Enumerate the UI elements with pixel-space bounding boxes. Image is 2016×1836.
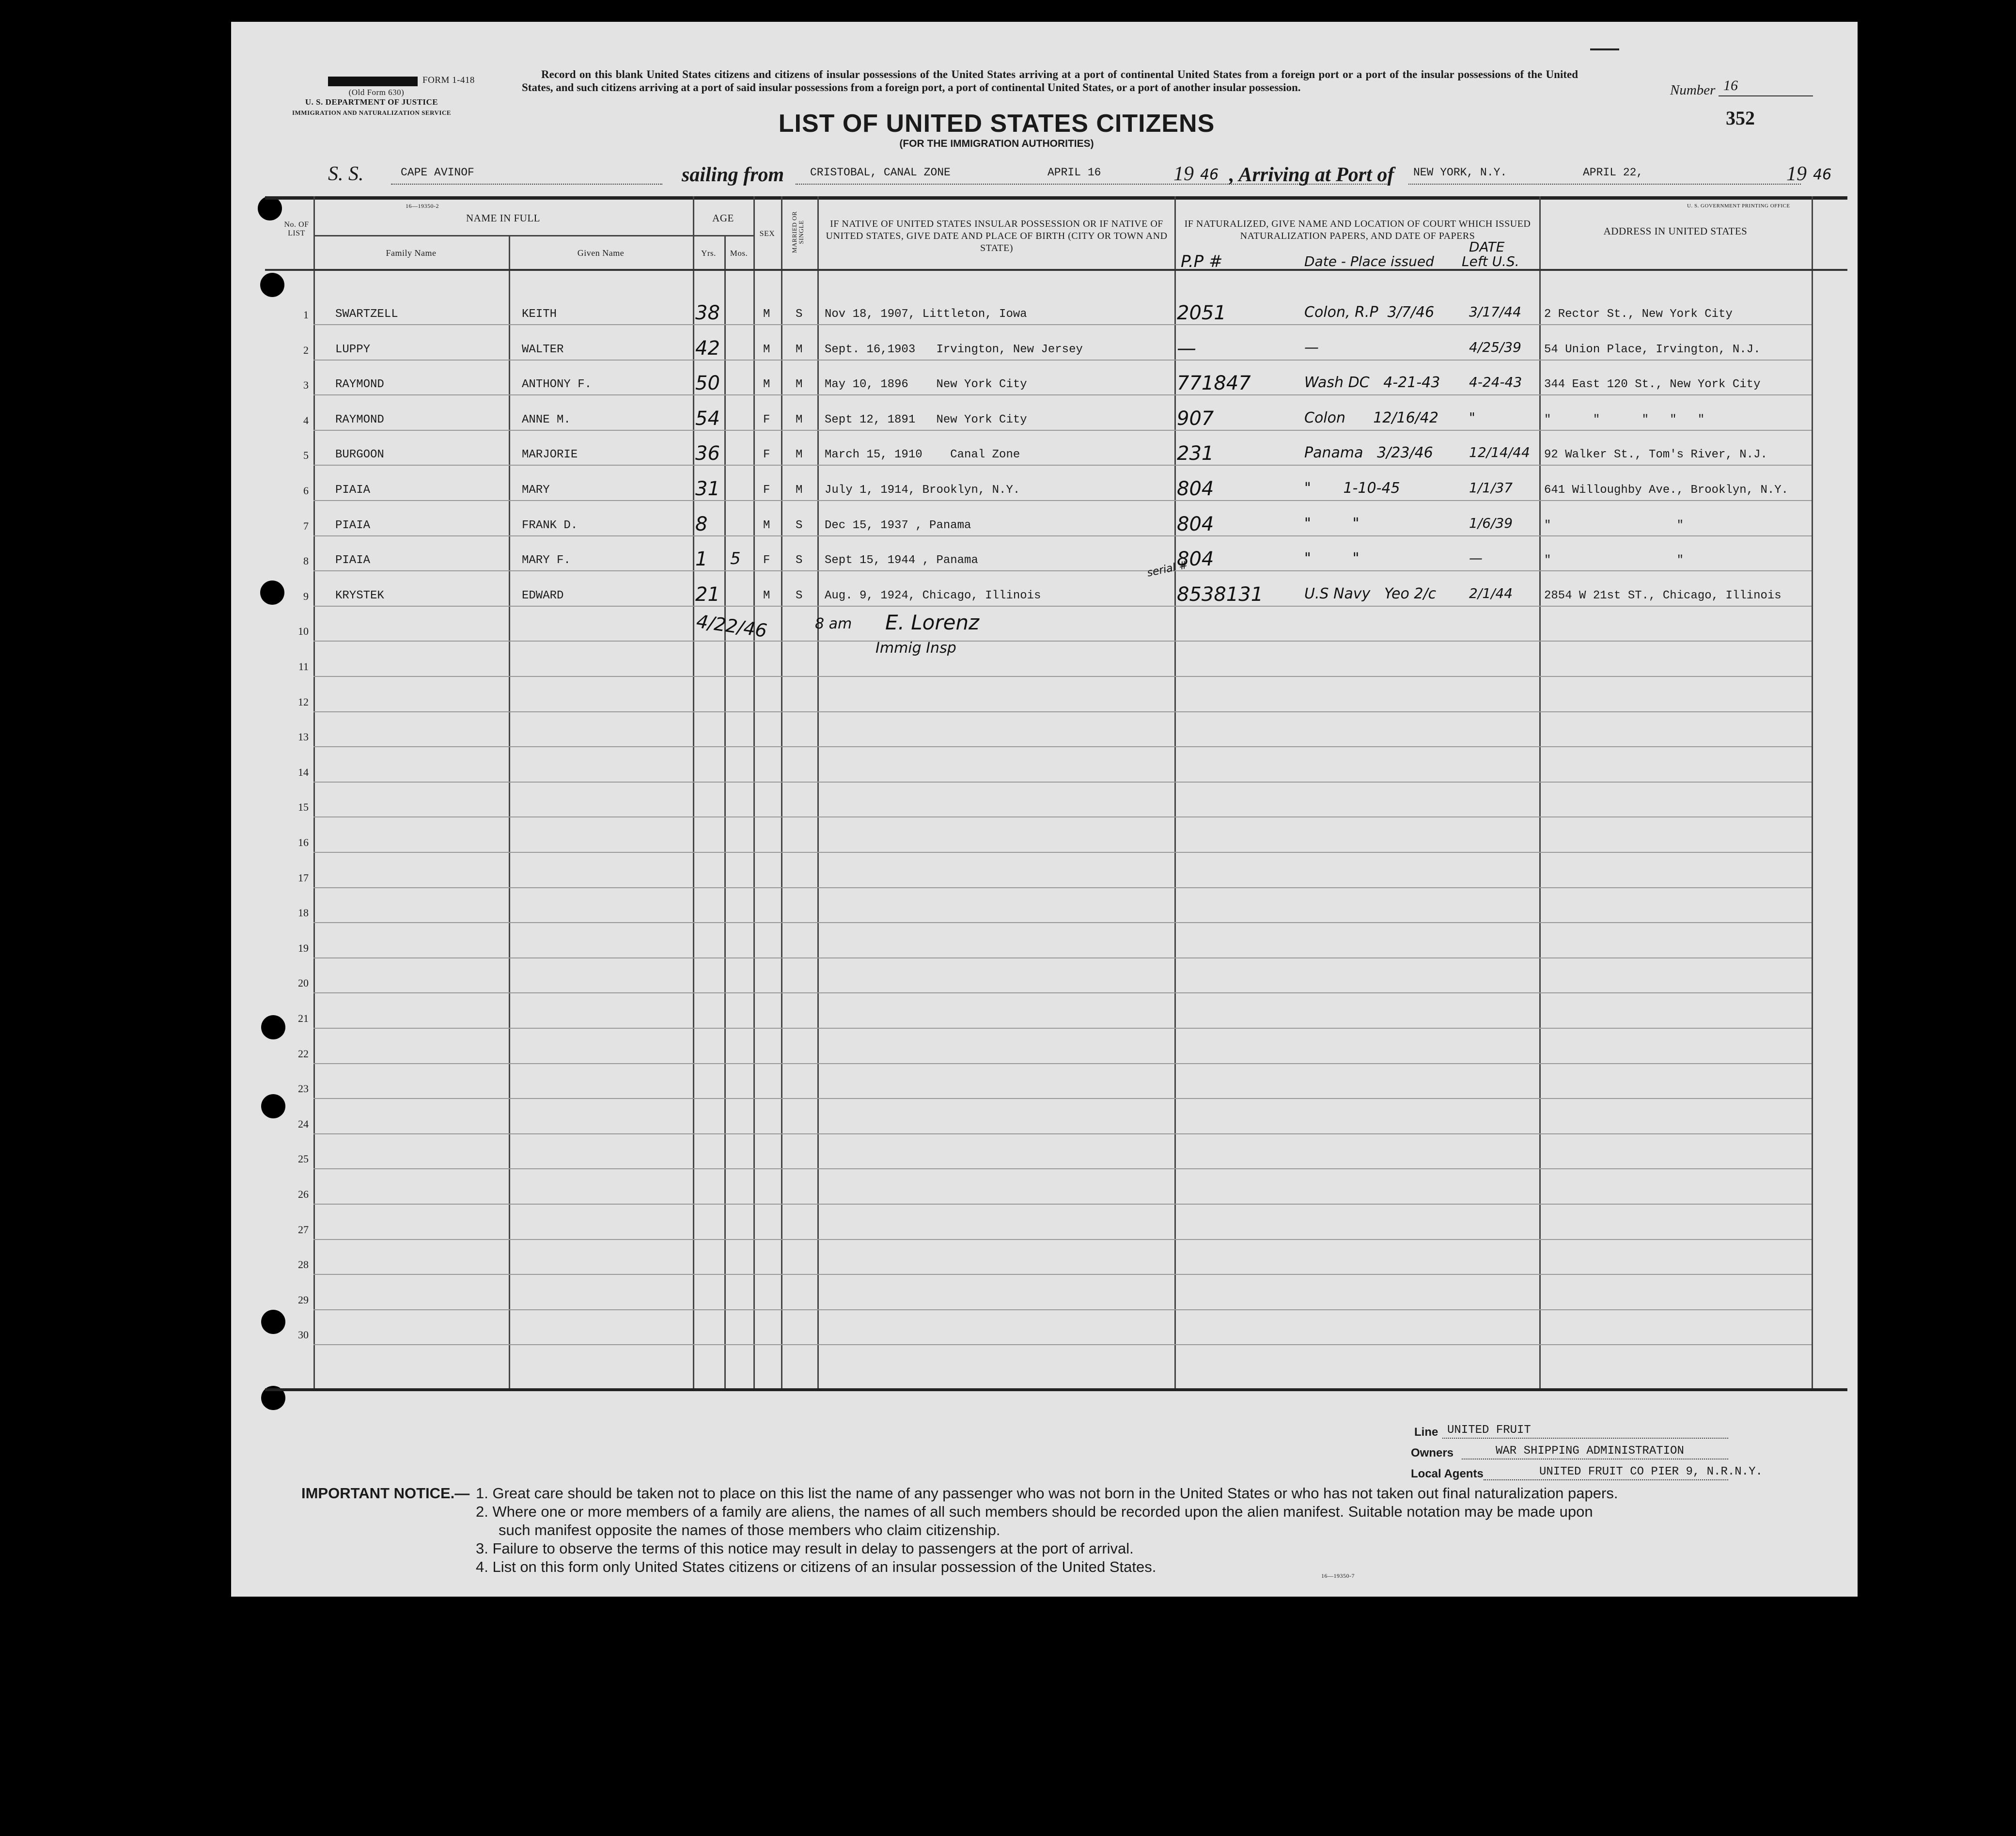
age-months-cell: 5 [730,549,741,569]
arrival-port: NEW YORK, N.Y. [1413,166,1507,179]
passport-number-cell: 2051 [1177,302,1226,324]
passport-issued-cell: " 1-10-45 [1304,480,1400,497]
row-number: 30 [298,1329,309,1341]
row-rule [313,957,1812,958]
line-value: UNITED FRUIT [1447,1424,1531,1437]
row-rule [313,1028,1812,1029]
passport-number-cell: — [1177,337,1196,360]
given-name-cell: EDWARD [522,589,564,602]
col-divider [1812,196,1813,1388]
row-rule [313,394,1812,395]
date-left-us-cell: — [1469,550,1483,566]
birth-cell: Sept. 16,1903 Irvington, New Jersey [825,343,1083,356]
row-rule [313,852,1812,853]
year-prefix-1: 19 [1173,163,1194,185]
hand-date-note: DATE [1469,239,1505,255]
passport-number-cell: 771847 [1177,372,1251,395]
small-code-footer: 16—19350-7 [1321,1572,1355,1579]
notice-title: IMPORTANT NOTICE.— [301,1485,470,1502]
header-birth: IF NATIVE OF UNITED STATES INSULAR POSSESSION OR IF NATIVE OF UNITED STATES, GIVE DATE AND PLACE OF BIRTH (CITY OR TOWN AND STATE) [826,219,1168,253]
row-number: 22 [298,1047,309,1060]
sex-cell: M [763,518,770,532]
passport-number-cell: 231 [1177,442,1214,465]
row-number: 25 [298,1153,309,1165]
header-yrs: Yrs. [701,249,716,258]
serial-note: serial # [1146,559,1189,580]
passport-issued-cell: " " [1304,550,1360,567]
date-left-us-cell: 1/1/37 [1469,480,1513,496]
row-rule [313,500,1812,501]
row-number: 13 [298,731,309,743]
sex-cell: F [763,413,770,426]
sex-cell: M [763,308,770,321]
row-rule [313,570,1812,571]
row-number: 23 [298,1083,309,1095]
sailing-port: CRISTOBAL, CANAL ZONE [810,166,951,179]
number-value: 16 [1723,78,1738,94]
row-rule [313,606,1812,607]
sex-cell: F [763,448,770,462]
line-label: Line [1414,1426,1438,1439]
row-rule [313,465,1812,466]
row-number: 29 [298,1293,309,1306]
marital-status-cell: M [796,378,803,392]
marital-status-cell: M [796,413,803,426]
date-left-us-cell: 12/14/44 [1469,444,1530,461]
passport-issued-cell: Colon 12/16/42 [1304,409,1438,426]
inspector-signature: E. Lorenz [885,611,980,634]
given-name-cell: ANNE M. [522,413,571,426]
header-sex: SEX [759,230,775,238]
family-name-cell: RAYMOND [335,413,384,426]
row-rule [313,535,1812,536]
row-number: 1 [303,309,309,321]
year-prefix-2: 19 [1786,163,1807,185]
family-name-cell: BURGOON [335,448,384,462]
notice-1: 1. Great care should be taken not to place on this list the name of any passenger who was not born in the United States or who has not taken out final naturalization papers. [476,1485,1618,1502]
row-number: 2 [303,344,309,356]
row-number: 20 [298,977,309,989]
punch-hole [260,273,284,297]
passport-issued-cell: Colon, R.P 3/7/46 [1304,304,1435,321]
row-rule [313,1168,1812,1169]
passport-number-cell: 804 [1177,548,1214,571]
address-cell: 2854 W 21st ST., Chicago, Illinois [1544,589,1782,602]
age-years-cell: 42 [695,337,720,360]
col-divider [1539,196,1541,1388]
row-rule [313,1344,1812,1345]
row-rule [313,1239,1812,1240]
form-code: FORM 1-418 [422,75,475,85]
birth-cell: May 10, 1896 New York City [825,378,1027,392]
punch-hole [261,1094,285,1118]
ss-label: S. S. [328,163,364,185]
passport-issued-cell: U.S Navy Yeo 2/c [1304,585,1437,602]
passport-issued-cell: Wash DC 4-21-43 [1304,374,1440,392]
ship-name: CAPE AVINOF [401,166,474,179]
row-number: 9 [303,590,309,602]
table-top-rule [265,196,1847,200]
row-number: 10 [298,625,309,638]
marital-status-cell: S [796,554,803,567]
row-number: 21 [298,1012,309,1024]
table-bottom-rule [265,1388,1847,1391]
number-label: Number [1670,82,1716,98]
age-years-cell: 38 [695,302,720,324]
passport-issued-cell: " " [1304,515,1360,532]
address-cell: 54 Union Place, Irvington, N.J. [1544,343,1761,356]
inspector-time: 8 am [815,615,852,632]
address-cell: 344 East 120 St., New York City [1544,378,1761,392]
record-instructions: Record on this blank United States citizens and citizens of insular possessions of the United States arriving at a port of continental United States from a foreign port or a port of the insular possessions of the United States, and such citizens arriving at a port of said insular possessions from a foreign port, a port of continental United States, or a port of another insular possession. [522,68,1578,94]
header-address: ADDRESS IN UNITED STATES [1603,225,1748,237]
row-rule [313,641,1812,642]
age-years-cell: 31 [695,478,720,500]
col-divider [313,196,315,1388]
ss-underline [391,184,662,185]
manifest-sheet [231,22,1858,1597]
owners-label: Owners [1411,1446,1454,1459]
sailing-label: sailing from [682,164,784,186]
address-cell: 2 Rector St., New York City [1544,308,1733,321]
notice-2-cont: such manifest opposite the names of those members who claim citizenship. [499,1522,1000,1538]
row-rule [313,430,1812,431]
marital-status-cell: S [796,308,803,321]
agents-label: Local Agents [1411,1467,1484,1480]
age-years-cell: 54 [695,407,720,430]
address-cell: 92 Walker St., Tom's River, N.J. [1544,448,1767,462]
sex-cell: M [763,378,770,392]
address-cell: " " " " " [1544,413,1705,426]
row-number: 12 [298,695,309,708]
service: IMMIGRATION AND NATURALIZATION SERVICE [292,109,452,116]
family-name-cell: PIAIA [335,518,371,532]
date-left-us-cell: " [1469,409,1475,425]
given-name-cell: FRANK D. [522,518,578,532]
header-married-single: MARRIED OR SINGLE [791,211,805,253]
sex-cell: F [763,554,770,567]
age-years-cell: 50 [695,372,720,395]
col-divider [781,196,782,1388]
date-left-us-cell: 4/25/39 [1469,339,1521,355]
age-years-cell: 36 [695,442,720,465]
marital-status-cell: M [796,448,803,462]
row-number: 11 [298,660,309,673]
year-suffix-2: 46 [1813,166,1832,183]
family-name-cell: PIAIA [335,484,371,497]
header-naturalized: IF NATURALIZED, GIVE NAME AND LOCATION OF COURT WHICH ISSUED NATURALIZATION PAPERS, AND DATE OF PAPERS [1184,219,1531,241]
row-number: 24 [298,1117,309,1130]
printing-office: U. S. GOVERNMENT PRINTING OFFICE [1687,203,1790,209]
number-underline [1719,95,1813,96]
row-number: 19 [298,942,309,954]
redaction-bar [328,77,418,86]
passport-number-cell: 8538131 [1177,583,1264,606]
marital-status-cell: S [796,518,803,532]
birth-cell: Sept 15, 1944 , Panama [825,554,978,567]
marital-status-cell: M [796,343,803,356]
row-rule [313,1098,1812,1099]
family-name-cell: KRYSTEK [335,589,384,602]
row-rule [313,922,1812,923]
row-number: 7 [303,519,309,532]
row-number: 3 [303,379,309,392]
row-rule [313,324,1812,325]
date-left-us-cell: 2/1/44 [1469,585,1513,601]
row-number: 14 [298,766,309,778]
age-years-cell: 8 [695,513,708,535]
birth-cell: Sept 12, 1891 New York City [825,413,1027,426]
header-age: AGE [712,212,734,224]
row-number: 5 [303,449,309,462]
hand-left-us-note: Left U.S. [1462,253,1519,269]
col-divider [509,235,510,1388]
given-name-cell: WALTER [522,343,564,356]
birth-cell: Dec 15, 1937 , Panama [825,518,971,532]
date-left-us-cell: 4-24-43 [1469,374,1522,391]
given-name-cell: KEITH [522,308,557,321]
col-divider [817,196,819,1388]
col-divider [693,196,694,1388]
marital-status-cell: S [796,589,803,602]
sex-cell: M [763,589,770,602]
row-rule [313,1063,1812,1064]
row-rule [313,1309,1812,1310]
row-rule [313,711,1812,712]
notice-3: 3. Failure to observe the terms of this notice may result in delay to passengers at the port of arrival. [476,1540,1134,1557]
sailing-date: APRIL 16 [1047,166,1101,179]
row-rule [313,1133,1812,1134]
small-code: 16—19350-2 [406,203,439,209]
date-left-us-cell: 3/17/44 [1469,304,1521,320]
header-bottom-rule [265,269,1847,271]
row-rule [313,816,1812,817]
marital-status-cell: M [796,484,803,497]
age-years-cell: 21 [695,583,720,606]
line-underline [1442,1438,1728,1439]
old-form: (Old Form 630) [348,88,405,97]
header-subrule [313,235,753,236]
dash-mark [1590,48,1619,50]
birth-cell: March 15, 1910 Canal Zone [825,448,1020,462]
row-number: 4 [303,414,309,426]
family-name-cell: PIAIA [335,554,371,567]
arriving-label: , Arriving at Port of [1229,164,1394,186]
row-rule [313,887,1812,888]
given-name-cell: MARY F. [522,554,571,567]
sex-cell: M [763,343,770,356]
given-name-cell: MARY [522,484,550,497]
sex-cell: F [763,484,770,497]
notice-4: 4. List on this form only United States citizens or citizens of an insular possession of the United States. [476,1558,1156,1575]
passport-number-cell: 804 [1177,478,1214,500]
owners-value: WAR SHIPPING ADMINISTRATION [1496,1444,1684,1458]
page-title: LIST OF UNITED STATES CITIZENS [778,110,1215,138]
row-rule [313,360,1812,361]
family-name-cell: SWARTZELL [335,308,398,321]
header-family-name: Family Name [386,248,437,258]
family-name-cell: RAYMOND [335,378,384,392]
row-rule [313,676,1812,677]
col-divider [1174,196,1176,1388]
row-rule [313,1274,1812,1275]
row-rule [313,782,1812,783]
row-number: 16 [298,836,309,848]
birth-cell: July 1, 1914, Brooklyn, N.Y. [825,484,1020,497]
page-number: 352 [1726,107,1755,129]
passport-issued-cell: Panama 3/23/46 [1304,444,1433,462]
row-number: 28 [298,1258,309,1271]
header-no-of-list: No. OF LIST [284,220,309,237]
arrival-date: APRIL 22, [1583,166,1643,179]
age-years-cell: 1 [695,548,708,571]
agents-value: UNITED FRUIT CO PIER 9, N.R.N.Y. [1539,1465,1763,1478]
row-number: 27 [298,1223,309,1236]
hand-pp-note: P.P # [1181,252,1223,271]
page-subtitle: (FOR THE IMMIGRATION AUTHORITIES) [899,138,1094,149]
year-suffix-1: 46 [1200,166,1219,183]
family-name-cell: LUPPY [335,343,371,356]
date-left-us-cell: 1/6/39 [1469,515,1513,531]
passport-number-cell: 804 [1177,513,1214,535]
row-rule [313,992,1812,993]
address-cell: " " [1544,518,1684,532]
hand-date-place-note: Date - Place issued [1304,253,1434,269]
row-number: 6 [303,485,309,497]
header-mos: Mos. [730,249,748,258]
row-number: 15 [298,801,309,814]
row-rule [313,746,1812,747]
arrival-underline [1408,184,1801,185]
row-number: 18 [298,907,309,919]
given-name-cell: ANTHONY F. [522,378,592,392]
row-number: 17 [298,871,309,884]
inspector-date: 4/22/46 [695,611,768,642]
address-cell: 641 Willoughby Ave., Brooklyn, N.Y. [1544,484,1789,497]
birth-cell: Nov 18, 1907, Littleton, Iowa [825,308,1027,321]
passport-issued-cell: — [1304,339,1319,356]
header-name-in-full: NAME IN FULL [466,212,540,224]
header-given-name: Given Name [577,248,625,258]
row-number: 8 [303,555,309,567]
address-cell: " " [1544,554,1684,567]
notice-2: 2. Where one or more members of a family are aliens, the names of all such members should be recorded upon the alien manifest. Suitable notation may be made upon [476,1503,1593,1520]
given-name-cell: MARJORIE [522,448,578,462]
agents-underline [1484,1479,1728,1480]
inspector-title: Immig Insp [875,640,956,657]
row-number: 26 [298,1188,309,1200]
birth-cell: Aug. 9, 1924, Chicago, Illinois [825,589,1041,602]
punch-hole [258,196,282,220]
department: U. S. DEPARTMENT OF JUSTICE [305,97,438,107]
col-divider [753,196,755,1388]
row-rule [313,1204,1812,1205]
passport-number-cell: 907 [1177,407,1214,430]
col-divider [724,235,726,1388]
